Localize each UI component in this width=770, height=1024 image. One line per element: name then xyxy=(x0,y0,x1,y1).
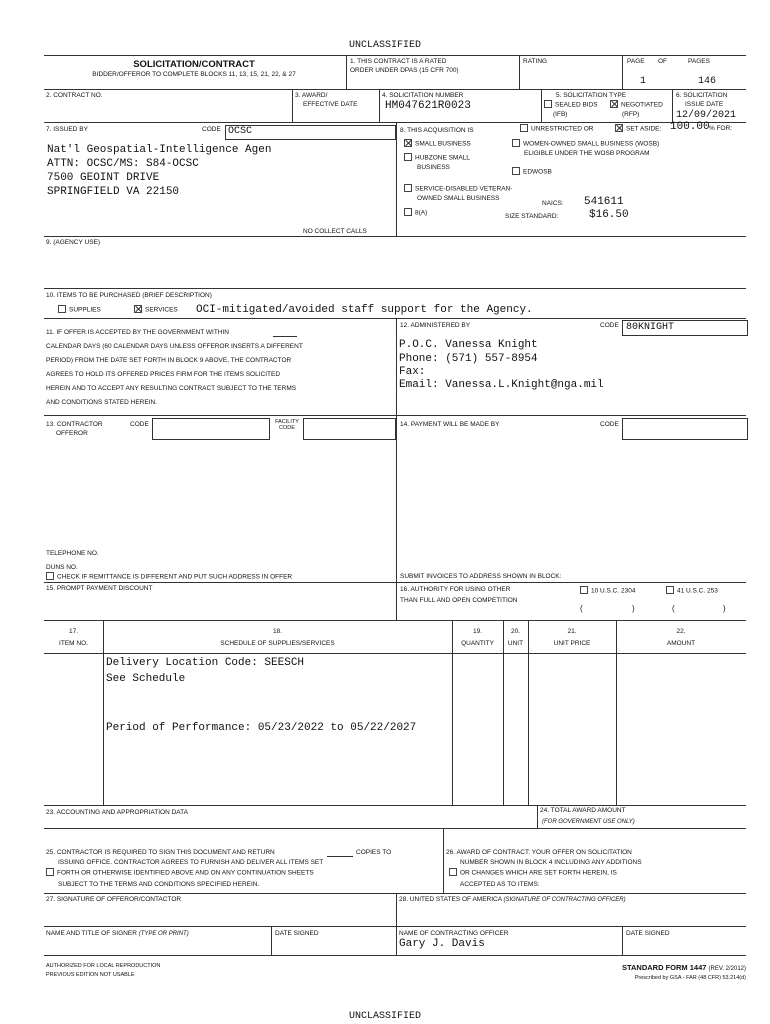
set-aside-percent: 100.00 xyxy=(670,121,710,133)
col-amount-header: AMOUNT xyxy=(666,640,696,647)
block26-line-4: ACCEPTED AS TO ITEMS: xyxy=(460,881,540,888)
administered-by-line-4: Email: Vanessa.L.Knight@nga.mil xyxy=(399,379,604,391)
facility-code-box xyxy=(303,418,396,440)
block11-line-1: 11. IF OFFER IS ACCEPTED BY THE GOVERNMENT WITHIN xyxy=(46,329,229,336)
block25-copies: COPIES TO xyxy=(356,849,392,856)
award-label-1: 3. AWARD/ xyxy=(295,92,328,99)
rated-label-2: ORDER UNDER DPAS (15 CFR 700) xyxy=(350,67,459,74)
negotiated-option: NEGOTIATED xyxy=(610,101,663,110)
naics-code: 541611 xyxy=(584,196,624,208)
form-subtitle: BIDDER/OFFEROR TO COMPLETE BLOCKS 11, 13, 15, 21, 22, & 27 xyxy=(92,71,296,78)
col-schedule-header: SCHEDULE OF SUPPLIES/SERVICES xyxy=(220,640,335,647)
usc-253-checkbox[interactable] xyxy=(666,586,674,594)
award-label-2: EFFECTIVE DATE xyxy=(303,101,358,108)
sdvosb-checkbox[interactable] xyxy=(404,184,412,192)
issued-by-code-label: CODE xyxy=(202,126,221,133)
issued-by-line-3: 7500 GEOINT DRIVE xyxy=(47,172,160,184)
issue-date: 12/09/2021 xyxy=(676,110,737,121)
col-unit-price-header: UNIT PRICE xyxy=(553,640,591,647)
issue-date-label-2: ISSUE DATE xyxy=(685,101,724,108)
standard-form-label: STANDARD FORM 1447 (REV. 2/2012) xyxy=(621,963,746,972)
block26-line-2: NUMBER SHOWN IN BLOCK 4 INCLUDING ANY ADDITIONS xyxy=(460,859,642,866)
issued-by-line-1: Nat'l Geospatial-Intelligence Agen xyxy=(47,144,272,156)
issue-date-label-1: 6. SOLICITATION xyxy=(676,92,728,99)
contracting-officer-name: Gary J. Davis xyxy=(399,938,485,950)
payment-label: 14. PAYMENT WILL BE MADE BY xyxy=(400,421,500,428)
col-unit-header: UNIT xyxy=(507,640,524,647)
eight-a-option: 8(A) xyxy=(404,209,427,218)
accounting-label: 23. ACCOUNTING AND APPROPRIATION DATA xyxy=(46,809,188,816)
ifb-label: (IFB) xyxy=(553,111,568,118)
block25-line-1: 25. CONTRACTOR IS REQUIRED TO SIGN THIS DOCUMENT AND RETURN xyxy=(46,849,275,856)
unrestricted-option: UNRESTRICTED OR xyxy=(520,125,593,134)
date-signed-label-2: DATE SIGNED xyxy=(626,930,670,937)
edwosb-option: EDWOSB xyxy=(512,168,552,177)
block11-line-5: HEREIN AND TO ACCEPT ANY RESULTING CONTRACT SUBJECT TO THE TERMS xyxy=(46,385,297,392)
contractor-label-1: 13. CONTRACTOR xyxy=(46,421,103,428)
block26-option: OR CHANGES WHICH ARE SET FORTH HEREIN, IS xyxy=(449,869,617,878)
eight-a-checkbox[interactable] xyxy=(404,208,412,216)
signer-name-label: NAME AND TITLE OF SIGNER (TYPE OR PRINT) xyxy=(46,930,189,937)
total-award-label: 24. TOTAL AWARD AMOUNT xyxy=(540,807,626,814)
issued-by-line-4: SPRINGFIELD VA 22150 xyxy=(47,186,180,198)
form-title: SOLICITATION/CONTRACT xyxy=(133,59,255,70)
agency-use-label: 9. (AGENCY USE) xyxy=(46,239,101,246)
col-21-number: 21. xyxy=(567,628,577,635)
block11-line-4: AGREES TO HOLD ITS OFFERED PRICES FIRM FOR THE ITEMS SOLICITED xyxy=(46,371,281,378)
unrestricted-checkbox[interactable] xyxy=(520,124,528,132)
set-aside-for-label: % FOR: xyxy=(709,125,733,132)
classification-top: UNCLASSIFIED xyxy=(348,40,421,51)
sealed-bids-checkbox[interactable] xyxy=(544,100,552,108)
negotiated-checkbox[interactable] xyxy=(610,100,618,108)
usc-2304-paren-close: ) xyxy=(632,604,635,613)
small-business-option: SMALL BUSINESS xyxy=(404,140,471,149)
administered-by-label: 12. ADMINISTERED BY xyxy=(400,322,471,329)
administered-by-line-3: Fax: xyxy=(399,366,426,378)
block25-line-2: ISSUING OFFICE. CONTRACTOR AGREES TO FURNISH AND DELIVER ALL ITEMS SET xyxy=(58,859,324,866)
size-standard-label: SIZE STANDARD: xyxy=(505,213,559,220)
services-option: SERVICES xyxy=(134,306,178,315)
page-count: 146 xyxy=(698,76,717,87)
col-item-no-header: ITEM NO. xyxy=(59,640,88,647)
pages-label: PAGES xyxy=(688,58,710,65)
page-label: PAGE xyxy=(627,58,645,65)
items-label: 10. ITEMS TO BE PURCHASED (BRIEF DESCRIPTION) xyxy=(46,292,212,299)
acquisition-label: 8. THIS ACQUISITION IS xyxy=(400,127,474,134)
solicitation-number-label: 4. SOLICITATION NUMBER xyxy=(382,92,464,99)
administered-by-code: 80KNIGHT xyxy=(626,322,675,333)
rating-label: RATING xyxy=(523,58,548,65)
contractor-code-label: CODE xyxy=(130,421,149,428)
edwosb-checkbox[interactable] xyxy=(512,167,520,175)
previous-edition-note: PREVIOUS EDITION NOT USABLE xyxy=(46,972,135,978)
submit-invoices-label: SUBMIT INVOICES TO ADDRESS SHOWN IN BLOCK: xyxy=(400,573,562,580)
sdvosb-option: SERVICE-DISABLED VETERAN- xyxy=(404,185,512,194)
issued-by-label: 7. ISSUED BY xyxy=(46,126,88,133)
payment-code-box xyxy=(622,418,748,440)
hubzone-checkbox[interactable] xyxy=(404,153,412,161)
administered-by-line-2: Phone: (571) 557-8954 xyxy=(399,353,538,365)
services-checkbox[interactable] xyxy=(134,305,142,313)
col-18-number: 18. xyxy=(272,628,283,635)
contractor-label-2: OFFEROR xyxy=(56,430,88,437)
issued-by-code: OCSC xyxy=(228,126,253,137)
solicitation-number: HM047621R0023 xyxy=(385,100,471,112)
prescribed-by-note: Prescribed by GSA - FAR (48 CFR) 53.214(d) xyxy=(634,975,746,981)
small-business-checkbox[interactable] xyxy=(404,139,412,147)
set-aside-option: SET ASIDE: xyxy=(615,125,661,134)
col-19-number: 19. xyxy=(472,628,483,635)
usc-253-option: 41 U.S.C. 253 xyxy=(666,587,718,596)
block11-line-2: CALENDAR DAYS (60 CALENDAR DAYS UNLESS OFFEROR INSERTS A DIFFERENT xyxy=(46,343,303,350)
administered-by-code-label: CODE xyxy=(600,322,619,329)
items-description: OCI-mitigated/avoided staff support for the Agency. xyxy=(196,304,533,316)
block25-option: FORTH OR OTHERWISE IDENTIFIED ABOVE AND ON ANY CONTINUATION SHEETS xyxy=(46,869,314,878)
col-quantity-header: QUANTITY xyxy=(461,640,494,647)
supplies-checkbox[interactable] xyxy=(58,305,66,313)
size-standard: $16.50 xyxy=(589,209,629,221)
issued-by-line-2: ATTN: OCSC/MS: S84-OCSC xyxy=(47,158,199,170)
wosb-option: WOMEN-OWNED SMALL BUSINESS (WOSB) xyxy=(512,140,659,149)
schedule-line-2: See Schedule xyxy=(106,673,186,685)
contracting-officer-label: NAME OF CONTRACTING OFFICER xyxy=(399,930,509,937)
contractor-code-box xyxy=(152,418,270,440)
wosb-label-2: ELIGIBLE UNDER THE WOSB PROGRAM xyxy=(524,150,650,157)
remittance-option: CHECK IF REMITTANCE IS DIFFERENT AND PUT SUCH ADDRESS IN OFFER xyxy=(46,573,292,582)
solicitation-type-label: 5. SOLICITATION TYPE xyxy=(556,92,627,99)
payment-code-label: CODE xyxy=(600,421,619,428)
rated-label-1: 1. THIS CONTRACT IS A RATED xyxy=(350,58,447,65)
usc-253-paren-close: ) xyxy=(723,604,726,613)
classification-bottom: UNCLASSIFIED xyxy=(348,1011,421,1022)
prompt-payment-label: 15. PROMPT PAYMENT DISCOUNT xyxy=(46,585,153,592)
block25-checkbox[interactable] xyxy=(46,868,54,876)
col-20-number: 20. xyxy=(510,628,521,635)
date-signed-label: DATE SIGNED xyxy=(275,930,319,937)
hubzone-option: HUBZONE SMALL xyxy=(404,154,470,163)
of-label: OF xyxy=(658,58,668,65)
contract-no-label: 2. CONTRACT NO. xyxy=(46,92,103,99)
hubzone-label-2: BUSINESS xyxy=(417,164,450,171)
telephone-label: TELEPHONE NO. xyxy=(46,550,99,557)
sdvosb-label-2: OWNED SMALL BUSINESS xyxy=(417,195,500,202)
usc-2304-option: 10 U.S.C. 2304 xyxy=(580,587,635,596)
reproduction-note: AUTHORIZED FOR LOCAL REPRODUCTION xyxy=(46,963,161,969)
naics-label: NAICS: xyxy=(542,200,564,207)
rfp-label: (RFP) xyxy=(622,111,640,118)
block11-line-3: PERIOD) FROM THE DATE SET FORTH IN BLOCK 9 ABOVE, THE CONTRACTOR xyxy=(46,357,292,364)
authority-label-2: THAN FULL AND OPEN COMPETITION xyxy=(400,597,518,604)
block25-line-4: SUBJECT TO THE TERMS AND CONDITIONS SPECIFIED HEREIN. xyxy=(58,881,260,888)
usa-signature-label: 28. UNITED STATES OF AMERICA (SIGNATURE OF CONTRACTING OFFICER) xyxy=(399,896,626,903)
wosb-checkbox[interactable] xyxy=(512,139,520,147)
usc-2304-checkbox[interactable] xyxy=(580,586,588,594)
block26-checkbox[interactable] xyxy=(449,868,457,876)
authority-label-1: 16. AUTHORITY FOR USING OTHER xyxy=(400,586,511,593)
supplies-option: SUPPLIES xyxy=(58,306,101,315)
set-aside-checkbox[interactable] xyxy=(615,124,623,132)
facility-code-label: FACILITY CODE xyxy=(275,419,299,431)
offeror-signature-label: 27. SIGNATURE OF OFFEROR/CONTACTOR xyxy=(46,896,182,903)
total-award-sub: (FOR GOVERNMENT USE ONLY) xyxy=(542,819,635,825)
schedule-line-3: Period of Performance: 05/23/2022 to 05/22/2027 xyxy=(106,722,417,734)
block26-line-1: 26. AWARD OF CONTRACT: YOUR OFFER ON SOLICITATION xyxy=(446,849,632,856)
col-22-number: 22. xyxy=(676,628,686,635)
col-17-number: 17. xyxy=(68,628,79,635)
duns-label: DUNS NO. xyxy=(46,564,78,571)
usc-2304-paren-open: ( xyxy=(580,604,583,613)
administered-by-line-1: P.O.C. Vanessa Knight xyxy=(399,339,538,351)
remittance-checkbox[interactable] xyxy=(46,572,54,580)
schedule-line-1: Delivery Location Code: SEESCH xyxy=(106,657,305,669)
block11-line-6: AND CONDITIONS STATED HEREIN. xyxy=(46,399,157,406)
sealed-bids-option: SEALED BIDS xyxy=(544,101,598,110)
no-collect-calls: NO COLLECT CALLS xyxy=(303,228,367,235)
page-number: 1 xyxy=(640,76,647,87)
usc-253-paren-open: ( xyxy=(672,604,675,613)
